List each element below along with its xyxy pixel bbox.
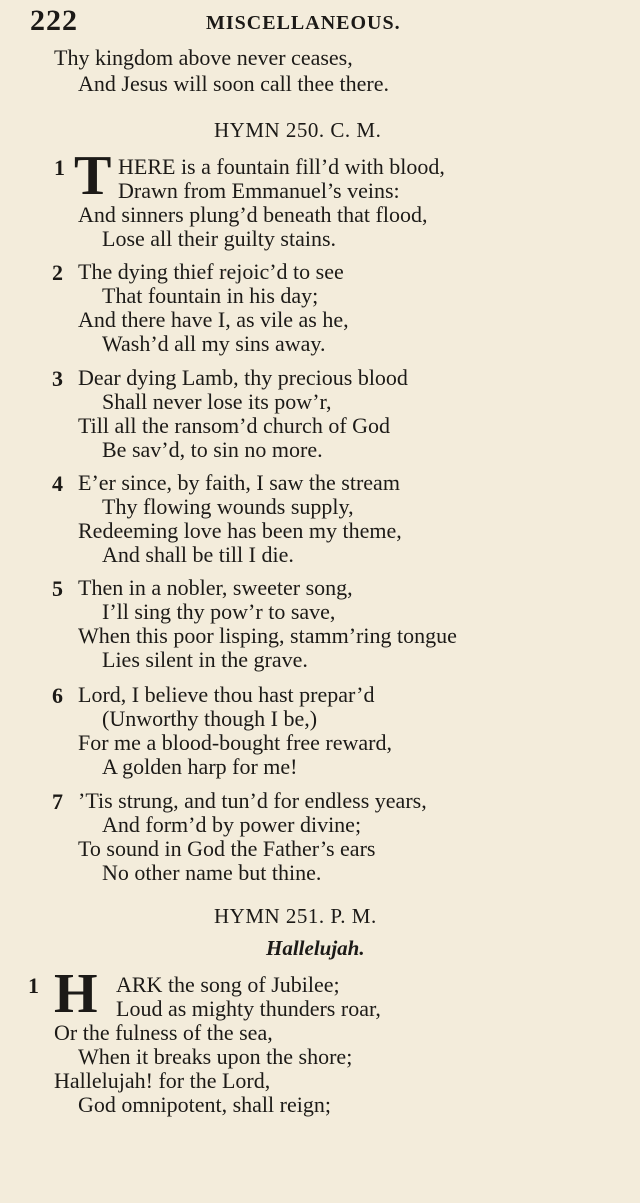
verse-line: When this poor lisping, stamm’ring tongue <box>78 623 457 648</box>
verse-line: Then in a nobler, sweeter song, <box>78 575 353 600</box>
verse-line: A golden harp for me! <box>102 754 298 779</box>
verse-line: Dear dying Lamb, thy precious blood <box>78 365 408 390</box>
verse-number: 1 <box>28 973 39 998</box>
verse-line: To sound in God the Father’s ears <box>78 836 376 861</box>
verse-line: Loud as mighty thunders roar, <box>116 996 381 1021</box>
verse-line: For me a blood-bought free reward, <box>78 730 393 755</box>
verse-number: 7 <box>52 789 63 814</box>
page-header <box>0 4 640 38</box>
verse-line: God omnipotent, shall reign; <box>78 1092 331 1117</box>
drop-cap: H <box>54 963 98 1025</box>
verse-number: 3 <box>52 366 63 391</box>
verse-number: 4 <box>52 471 63 496</box>
verse-line: That fountain in his day; <box>102 283 319 308</box>
verse-line: Wash’d all my sins away. <box>102 331 326 356</box>
verse-line: Till all the ransom’d church of God <box>78 413 391 438</box>
verse-line: Thy flowing wounds supply, <box>102 494 354 519</box>
verse-line: And shall be till I die. <box>102 542 294 567</box>
verse-line: The dying thief rejoic’d to see <box>78 259 344 284</box>
verse-line: Lose all their guilty stains. <box>102 226 337 251</box>
running-head: MISCELLANEOUS. <box>206 12 401 34</box>
verse-line: Shall never lose its pow’r, <box>102 389 332 414</box>
verse-number: 6 <box>52 683 63 708</box>
verse-line: When it breaks upon the shore; <box>78 1044 353 1069</box>
page-number: 222 <box>30 4 78 37</box>
verse-number: 1 <box>54 155 65 180</box>
verse-line: ’Tis strung, and tun’d for endless years, <box>78 788 427 813</box>
verse-line: And sinners plung’d beneath that flood, <box>78 202 428 227</box>
verse-line: Or the fulness of the sea, <box>54 1020 273 1045</box>
verse-line: Be sav’d, to sin no more. <box>102 437 323 462</box>
carryover-line: Thy kingdom above never ceases, <box>54 45 353 70</box>
hymn-title: HYMN 251. P. M. <box>214 904 377 928</box>
verse-line: I’ll sing thy pow’r to save, <box>102 599 336 624</box>
verse-line: Drawn from Emmanuel’s veins: <box>118 178 400 203</box>
verse-line: Redeeming love has been my theme, <box>78 518 402 543</box>
verse-line: No other name but thine. <box>102 860 322 885</box>
verse-line: ARK the song of Jubilee; <box>116 972 340 997</box>
verse-line: Lord, I believe thou hast prepar’d <box>78 682 375 707</box>
carryover-line: And Jesus will soon call thee there. <box>78 71 389 96</box>
verse-number: 2 <box>52 260 63 285</box>
verse-line: HERE is a fountain fill’d with blood, <box>118 154 445 179</box>
verse-number: 5 <box>52 576 63 601</box>
hymn-subtitle: Hallelujah. <box>266 936 365 960</box>
verse-line: And there have I, as vile as he, <box>78 307 349 332</box>
verse-line: And form’d by power divine; <box>102 812 362 837</box>
verse-line: (Unworthy though I be,) <box>102 706 318 731</box>
drop-cap: T <box>74 145 112 207</box>
verse-line: Hallelujah! for the Lord, <box>54 1068 271 1093</box>
verse-line: Lies silent in the grave. <box>102 647 308 672</box>
hymn-title: HYMN 250. C. M. <box>214 118 382 142</box>
verse-line: E’er since, by faith, I saw the stream <box>78 470 400 495</box>
